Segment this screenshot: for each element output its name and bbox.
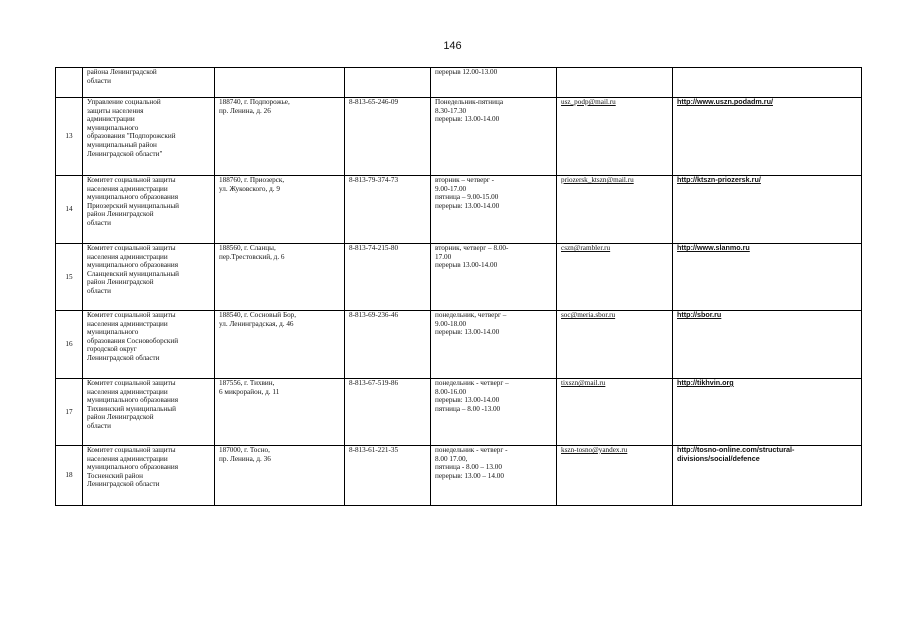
website-cell: [673, 176, 862, 244]
website-link[interactable]: http://www.slanmo.ru: [677, 243, 750, 252]
website-link[interactable]: http://sbor.ru: [677, 310, 722, 319]
website: [673, 68, 862, 98]
email-link[interactable]: kszn-tosno@yandex.ru: [561, 446, 628, 454]
working-hours: понедельник - четверг – 8.00-16.00 перерыв: 13.00-14.00 пятница – 8.00 -13.00: [431, 379, 557, 446]
website-link[interactable]: http://tikhvin.org: [677, 378, 734, 387]
phone: 8-813-69-236-46: [345, 311, 431, 379]
page-number: 146: [443, 40, 462, 52]
table-row: [56, 244, 862, 311]
website-cell: [673, 446, 862, 506]
address: 188740, г. Подпорожье, пр. Ленина, д. 26: [215, 98, 345, 176]
table-row: [56, 98, 862, 176]
contacts-table-body: [56, 68, 862, 506]
phone: 8-813-79-374-73: [345, 176, 431, 244]
address: 187000, г. Тосно, пр. Ленина, д. 36: [215, 446, 345, 506]
email-link[interactable]: tixszn@mail.ru: [561, 379, 606, 387]
organization-name: Управление социальной защиты населения администрации муниципального образования "Подпорожский муниципальный район Ленинградской области": [83, 98, 215, 176]
email-link[interactable]: soc@meria.sbor.ru: [561, 311, 616, 319]
table-row: [56, 379, 862, 446]
organization-name: района Ленинградской области: [83, 68, 215, 98]
row-number: [56, 68, 83, 98]
contacts-table: [55, 67, 862, 506]
website-cell: [673, 98, 862, 176]
table-row: [56, 446, 862, 506]
working-hours: понедельник - четверг - 8.00 17.00, пятница - 8.00 – 13.00 перерыв: 13.00 – 14.00: [431, 446, 557, 506]
organization-name: Комитет социальной защиты населения администрации муниципального образования Приозерский муниципальный район Ленинградской области: [83, 176, 215, 244]
phone: 8-813-74-215-80: [345, 244, 431, 311]
working-hours: вторник – четверг - 9.00-17.00 пятница – 9.00-15.00 перерыв: 13.00-14.00: [431, 176, 557, 244]
email-cell: [557, 311, 673, 379]
website-link[interactable]: http://tosno-online.com/structural- divisions/social/defence: [677, 445, 795, 463]
row-number: 14: [56, 176, 83, 244]
organization-name: Комитет социальной защиты населения администрации муниципального образования Тосненский район Ленинградской области: [83, 446, 215, 506]
organization-name: Комитет социальной защиты населения администрации муниципального образования Сосновоборский городской округ Ленинградской области: [83, 311, 215, 379]
email-cell: [557, 98, 673, 176]
email-link[interactable]: cszn@rambler.ru: [561, 244, 611, 252]
address: 188540, г. Сосновый Бор, ул. Ленинградская, д. 46: [215, 311, 345, 379]
working-hours: вторник, четверг – 8.00- 17.00 перерыв 13.00-14.00: [431, 244, 557, 311]
table-row: [56, 68, 862, 98]
phone: 8-813-65-246-09: [345, 98, 431, 176]
phone: [345, 68, 431, 98]
row-number: 15: [56, 244, 83, 311]
phone: 8-813-61-221-35: [345, 446, 431, 506]
working-hours: Понедельник-пятница 8.30-17.30 перерыв: 13.00-14.00: [431, 98, 557, 176]
organization-name: Комитет социальной защиты населения администрации муниципального образования Тихвинский муниципальный район Ленинградской области: [83, 379, 215, 446]
email-cell: [557, 446, 673, 506]
row-number: 13: [56, 98, 83, 176]
website-cell: [673, 379, 862, 446]
address: 187556, г. Тихвин, 6 микрорайон, д. 11: [215, 379, 345, 446]
working-hours: перерыв 12.00-13.00: [431, 68, 557, 98]
row-number: 17: [56, 379, 83, 446]
website-link[interactable]: http://ktszn-priozersk.ru/: [677, 175, 761, 184]
email: [557, 68, 673, 98]
website-link[interactable]: http://www.uszn.podadm.ru/: [677, 97, 773, 106]
table-row: [56, 176, 862, 244]
email-cell: [557, 379, 673, 446]
table-row: [56, 311, 862, 379]
website-cell: [673, 244, 862, 311]
website-cell: [673, 311, 862, 379]
working-hours: понедельник, четверг – 9.00-18.00 перерыв: 13.00-14.00: [431, 311, 557, 379]
phone: 8-813-67-519-86: [345, 379, 431, 446]
email-link[interactable]: usz_podp@mail.ru: [561, 98, 616, 106]
row-number: 16: [56, 311, 83, 379]
address: [215, 68, 345, 98]
email-cell: [557, 244, 673, 311]
organization-name: Комитет социальной защиты населения администрации муниципального образования Сланцевский муниципальный район Ленинградской области: [83, 244, 215, 311]
row-number: 18: [56, 446, 83, 506]
address: 188560, г. Сланцы, пер.Трестовский, д. 6: [215, 244, 345, 311]
address: 188760, г. Приозерск, ул. Жуковского, д. 9: [215, 176, 345, 244]
email-cell: [557, 176, 673, 244]
email-link[interactable]: priozersk_ktszn@mail.ru: [561, 176, 634, 184]
